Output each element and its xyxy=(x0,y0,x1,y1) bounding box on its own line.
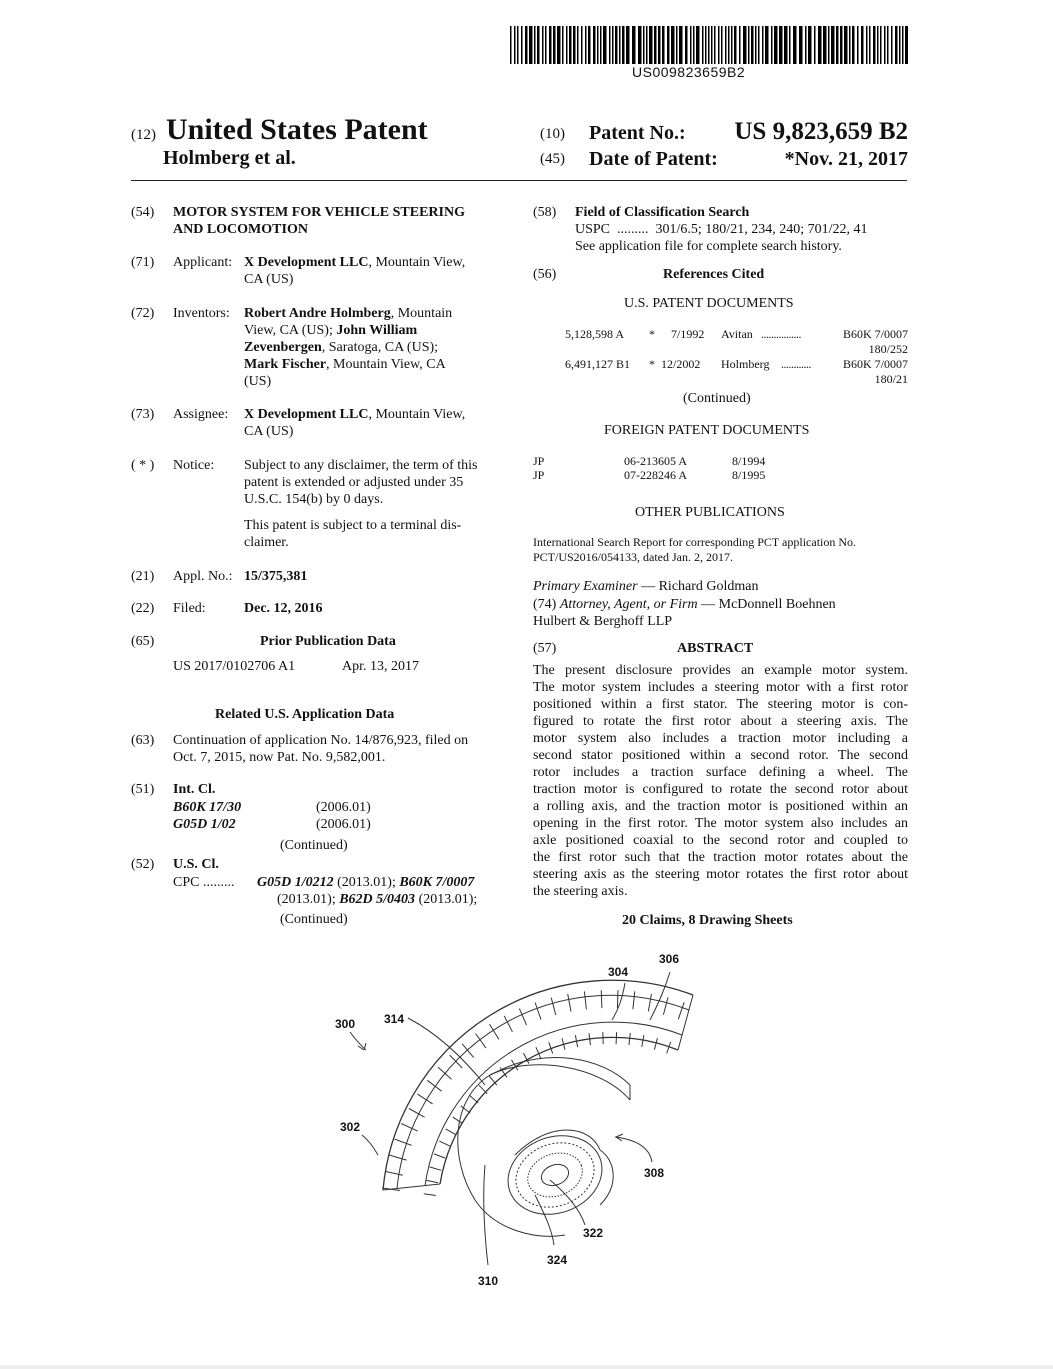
applicant-location: , Mountain View, xyxy=(368,255,466,270)
field-51 xyxy=(131,781,511,855)
code-22: (22) xyxy=(131,601,155,616)
abstract-line: second stator positioned within a second rotor. The second xyxy=(533,748,908,763)
us-doc-1-subclass: 180/252 xyxy=(868,342,908,356)
us-doc-1-dots: ................ xyxy=(761,327,801,341)
foreign-doc-1-number: 06-213605 A xyxy=(624,454,687,468)
ref-label-304: 304 xyxy=(608,965,629,979)
figure-drawing xyxy=(300,940,720,1300)
patent-no-label: Patent No.: xyxy=(589,122,686,144)
continuation-line2: Oct. 7, 2015, now Pat. No. 9,582,001. xyxy=(173,750,386,765)
us-doc-1-class: B60K 7/0007 xyxy=(842,327,908,341)
applicant-label: Applicant: xyxy=(173,255,233,270)
code-51: (51) xyxy=(131,782,155,797)
inventor-1-loc2: View, CA (US); xyxy=(244,323,337,338)
cpc-1-ver: (2013.01); xyxy=(333,875,400,890)
invention-title-line2: AND LOCOMOTION xyxy=(173,222,308,237)
appl-no: 15/375,381 xyxy=(244,569,308,584)
code-56: (56) xyxy=(533,267,557,282)
code-72: (72) xyxy=(131,306,155,321)
ref-label-310: 310 xyxy=(478,1274,499,1288)
int-cl-continued: (Continued) xyxy=(280,838,348,853)
applicant-name: X Development LLC xyxy=(244,255,369,270)
us-doc-1-name: Avitan xyxy=(721,327,753,341)
inventor-2-surname: Zevenbergen xyxy=(244,340,322,355)
notice xyxy=(131,457,511,553)
inventor-2: John William xyxy=(336,323,418,338)
field-52 xyxy=(131,856,511,930)
field-73 xyxy=(131,406,511,442)
attorney-name: — McDonnell Boehnen xyxy=(697,597,836,612)
abstract-line: steering axis as the steering motor rotates the first rotor about xyxy=(533,867,908,882)
us-doc-1-date: 7/1992 xyxy=(671,327,705,341)
cpc-3-ver: (2013.01); xyxy=(415,892,478,907)
other-pubs xyxy=(533,535,908,565)
int-cl-2-ver: (2006.01) xyxy=(316,817,371,832)
inventor-3-loc2: (US) xyxy=(244,374,272,389)
us-docs-continued: (Continued) xyxy=(683,391,751,406)
field-72 xyxy=(131,305,511,395)
int-cl-1-ver: (2006.01) xyxy=(316,800,371,815)
notice-code: ( * ) xyxy=(131,458,155,473)
abstract-line: opening in the first rotor. The motor system also includes an xyxy=(533,816,908,831)
other-pubs-heading: OTHER PUBLICATIONS xyxy=(635,505,785,520)
ref-label-302: 302 xyxy=(340,1120,361,1134)
abstract-line: traction motor is configured to rotate the second rotor about xyxy=(533,782,908,797)
notice-line5: claimer. xyxy=(244,535,289,550)
code-45: (45) xyxy=(540,151,565,167)
int-cl-label: Int. Cl. xyxy=(173,782,216,797)
us-doc-2-number: 6,491,127 B1 xyxy=(565,357,631,371)
field-56 xyxy=(533,266,908,284)
field-54 xyxy=(131,204,511,240)
barcode-graphic xyxy=(510,26,908,64)
int-cl-2: G05D 1/02 xyxy=(173,817,236,832)
code-74: (74) xyxy=(533,597,560,612)
us-docs-heading: U.S. PATENT DOCUMENTS xyxy=(624,296,794,311)
assignee-location: , Mountain View, xyxy=(368,407,466,422)
us-cl-label: U.S. Cl. xyxy=(173,857,219,872)
ref-label-322: 322 xyxy=(583,1226,604,1240)
barcode-number: US009823659B2 xyxy=(632,64,746,80)
code-58: (58) xyxy=(533,205,557,220)
foreign-docs-heading: FOREIGN PATENT DOCUMENTS xyxy=(604,423,810,438)
code-63: (63) xyxy=(131,733,155,748)
field-22 xyxy=(131,600,511,618)
page-bottom-edge xyxy=(0,1365,1053,1369)
code-71: (71) xyxy=(131,255,155,270)
examiner-name: — Richard Goldman xyxy=(637,579,759,594)
search-history-note: See application file for complete search history. xyxy=(575,239,842,254)
inventor-1: Robert Andre Holmberg xyxy=(244,306,391,321)
field-21 xyxy=(131,568,511,586)
appl-no-label: Appl. No.: xyxy=(173,569,233,584)
code-10: (10) xyxy=(540,126,565,142)
field-57 xyxy=(533,640,908,658)
claims-sheets: 20 Claims, 8 Drawing Sheets xyxy=(622,913,793,928)
inventors-label: Inventors: xyxy=(173,306,230,321)
ref-label-306: 306 xyxy=(659,952,680,966)
inventors-list xyxy=(244,305,514,390)
attorney-label: Attorney, Agent, or Firm xyxy=(559,597,698,612)
us-doc-2-dots: ............ xyxy=(781,357,811,371)
related-heading: Related U.S. Application Data xyxy=(215,707,395,722)
prior-pub-heading: Prior Publication Data xyxy=(260,634,396,649)
notice-line4: This patent is subject to a terminal dis- xyxy=(244,518,462,533)
cpc-label: CPC ......... xyxy=(173,875,235,890)
ref-label-308: 308 xyxy=(644,1166,665,1180)
foreign-doc-2-number: 07-228246 A xyxy=(624,468,687,482)
abstract-line: The present disclosure provides an example motor system. xyxy=(533,663,908,678)
filed-date: Dec. 12, 2016 xyxy=(244,601,323,616)
us-cl-continued: (Continued) xyxy=(280,912,348,927)
code-52: (52) xyxy=(131,857,155,872)
us-doc-2-name: Holmberg xyxy=(721,357,770,371)
notice-line1: Subject to any disclaimer, the term of this xyxy=(244,458,478,473)
us-doc-2-class: B60K 7/0007 xyxy=(842,357,908,371)
notice-label: Notice: xyxy=(173,458,215,473)
code-21: (21) xyxy=(131,569,155,584)
foreign-doc-1-country: JP xyxy=(533,454,545,468)
barcode xyxy=(510,26,908,64)
field-71 xyxy=(131,254,511,290)
assignee-location-line2: CA (US) xyxy=(244,424,294,439)
foreign-doc-row xyxy=(533,468,908,483)
notice-line2: patent is extended or adjusted under 35 xyxy=(244,475,464,490)
attorney xyxy=(533,596,908,630)
header-rule xyxy=(131,180,907,181)
patent-number-row xyxy=(540,118,908,148)
abstract-line: The motor system includes a steering motor with a first rotor xyxy=(533,680,908,695)
cpc-classes xyxy=(257,874,517,908)
us-doc-2-date: 12/2002 xyxy=(661,357,701,371)
inventor-2-loc: , Saratoga, CA (US); xyxy=(321,340,439,355)
code-12: (12) xyxy=(131,127,156,143)
examiner-label: Primary Examiner xyxy=(533,579,638,594)
ref-label-314: 314 xyxy=(384,1012,405,1026)
field-65 xyxy=(131,633,511,673)
other-pub-line1: International Search Report for corresponding PCT application No. xyxy=(533,535,857,549)
abstract-line: positioned within a first stator. The steering motor is con- xyxy=(533,697,908,712)
foreign-doc-2-date: 8/1995 xyxy=(732,468,766,482)
abstract-line: motor system also includes a traction motor including a xyxy=(533,731,908,746)
cpc-1: G05D 1/0212 xyxy=(257,875,334,890)
uspc-classes: USPC ......... 301/6.5; 180/21, 234, 240; 701/22, 41 xyxy=(575,222,868,237)
notice-line3: U.S.C. 154(b) by 0 days. xyxy=(244,492,384,507)
field-63 xyxy=(131,732,511,768)
code-65: (65) xyxy=(131,634,155,649)
prior-pub-date: Apr. 13, 2017 xyxy=(342,659,419,674)
field-search-heading: Field of Classification Search xyxy=(575,205,750,220)
patent-date: *Nov. 21, 2017 xyxy=(784,148,908,170)
cpc-2-ver: (2013.01); xyxy=(277,892,340,907)
abstract-line: a rolling axis, and the traction motor is positioned within an xyxy=(533,799,908,814)
abstract xyxy=(533,662,908,900)
us-doc-2-star: * xyxy=(649,357,655,371)
patent-number: US 9,823,659 B2 xyxy=(734,118,908,145)
inventor-3: Mark Fischer xyxy=(244,357,327,372)
cpc-2: B60K 7/0007 xyxy=(399,875,475,890)
us-doc-row xyxy=(533,327,908,359)
date-label: Date of Patent: xyxy=(589,148,718,170)
foreign-doc-1-date: 8/1994 xyxy=(732,454,766,468)
foreign-doc-2-country: JP xyxy=(533,468,545,482)
invention-title xyxy=(173,204,465,238)
abstract-line: the steering axis. xyxy=(533,884,628,899)
abstract-line: axle positioned coaxial to the second rotor and coupled to xyxy=(533,833,908,848)
us-doc-1-number: 5,128,598 A xyxy=(565,327,625,341)
code-54: (54) xyxy=(131,205,155,220)
header-left xyxy=(131,113,428,147)
field-58 xyxy=(533,204,908,258)
abstract-heading: ABSTRACT xyxy=(677,641,754,656)
inventor-1-loc: , Mountain xyxy=(390,306,453,321)
us-doc-row xyxy=(533,357,908,389)
code-73: (73) xyxy=(131,407,155,422)
us-doc-1-star: * xyxy=(649,327,655,341)
code-57: (57) xyxy=(533,641,557,656)
primary-examiner xyxy=(533,578,908,595)
abstract-line: rotor includes a traction surface defining a wheel. The xyxy=(533,765,908,780)
cpc-3: B62D 5/0403 xyxy=(339,892,416,907)
inventor-3-loc: , Mountain View, CA xyxy=(326,357,446,372)
continuation-line1: Continuation of application No. 14/876,923, filed on xyxy=(173,733,469,748)
assignee-label: Assignee: xyxy=(173,407,229,422)
date-row xyxy=(540,148,908,174)
abstract-line: the first rotor such that the traction motor rotates about the xyxy=(533,850,908,865)
ref-label-324: 324 xyxy=(547,1253,568,1267)
us-doc-2-subclass: 180/21 xyxy=(874,372,908,386)
patent-title: United States Patent xyxy=(166,113,428,146)
ref-label-300: 300 xyxy=(335,1017,356,1031)
attorney-name-line2: Hulbert & Berghoff LLP xyxy=(533,614,673,629)
abstract-line: figured to rotate the first rotor about a steering axis. The xyxy=(533,714,908,729)
filed-label: Filed: xyxy=(173,601,206,616)
invention-title-line1: MOTOR SYSTEM FOR VEHICLE STEERING xyxy=(173,205,465,220)
int-cl-1: B60K 17/30 xyxy=(173,800,242,815)
other-pub-line2: PCT/US2016/054133, dated Jan. 2, 2017. xyxy=(533,550,733,564)
references-heading: References Cited xyxy=(663,267,765,282)
assignee-name: X Development LLC xyxy=(244,407,369,422)
authors: Holmberg et al. xyxy=(163,147,296,169)
applicant-location-line2: CA (US) xyxy=(244,272,294,287)
foreign-doc-row xyxy=(533,454,908,469)
prior-pub-number: US 2017/0102706 A1 xyxy=(173,659,296,674)
